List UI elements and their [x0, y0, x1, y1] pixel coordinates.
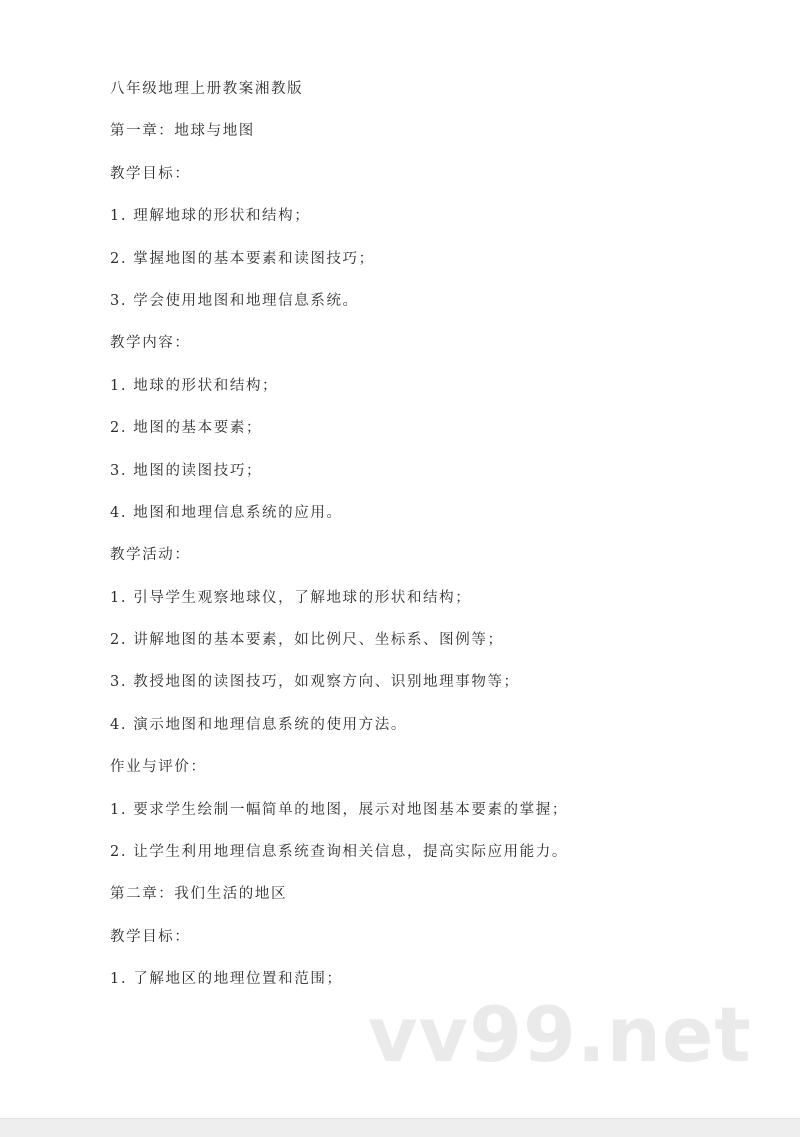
list-item: 2. 讲解地图的基本要素，如比例尺、坐标系、图例等；: [110, 632, 504, 649]
list-item: 2. 掌握地图的基本要素和读图技巧；: [110, 250, 375, 267]
list-item: 2. 让学生利用地理信息系统查询相关信息，提高实际应用能力。: [110, 844, 568, 861]
list-item: 4. 演示地图和地理信息系统的使用方法。: [110, 716, 407, 733]
list-item: 1. 了解地区的地理位置和范围；: [110, 971, 343, 988]
list-item: 1. 理解地球的形状和结构；: [110, 208, 311, 225]
chapter-heading: 第一章：地球与地图: [110, 123, 255, 140]
watermark: vv99.net: [368, 990, 752, 1079]
document-title: 八年级地理上册教案湘教版: [110, 81, 304, 97]
list-item: 1. 要求学生绘制一幅简单的地图，展示对地图基本要素的掌握；: [110, 801, 568, 818]
list-item: 4. 地图和地理信息系统的应用。: [110, 504, 343, 521]
list-item: 1. 地球的形状和结构；: [110, 377, 279, 394]
list-item: 2. 地图的基本要素；: [110, 420, 263, 437]
section-heading: 教学目标：: [110, 165, 191, 182]
list-item: 1. 引导学生观察地球仪，了解地球的形状和结构；: [110, 589, 472, 606]
page-bottom-edge: [0, 1118, 800, 1137]
section-heading: 教学目标：: [110, 928, 191, 945]
section-heading: 教学活动：: [110, 547, 191, 564]
document-body: [110, 77, 568, 1010]
list-item: 3. 地图的读图技巧；: [110, 462, 263, 479]
chapter-heading: 第二章：我们生活的地区: [110, 886, 288, 903]
list-item: 3. 教授地图的读图技巧，如观察方向、识别地理事物等；: [110, 674, 520, 691]
section-heading: 作业与评价：: [110, 759, 207, 776]
list-item: 3. 学会使用地图和地理信息系统。: [110, 292, 359, 309]
section-heading: 教学内容：: [110, 335, 191, 352]
